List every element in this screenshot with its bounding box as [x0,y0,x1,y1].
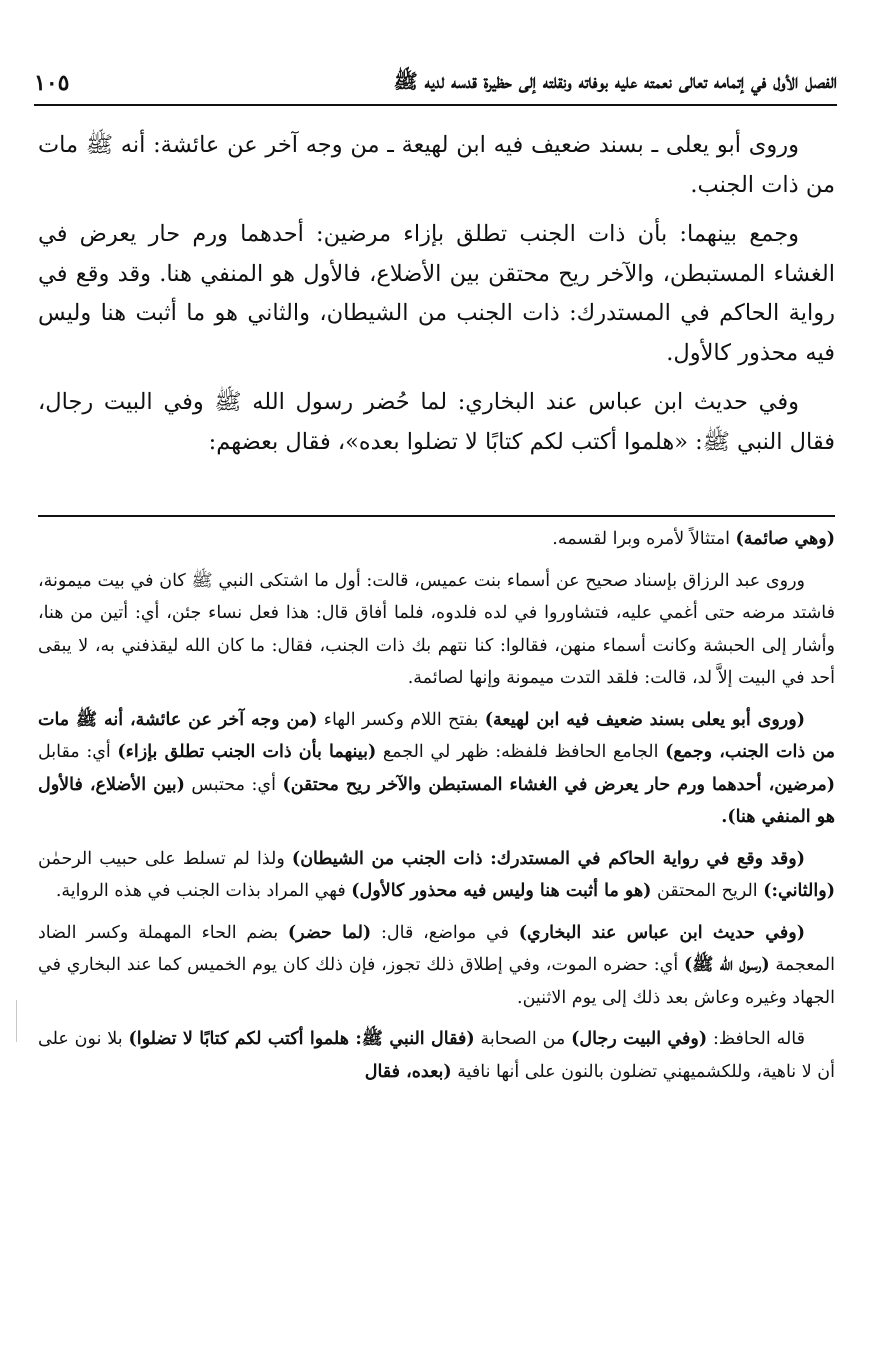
main-paragraph: وفي حديث ابن عباس عند البخاري: لما حُضر رسول الله ﷺ وفي البيت رجال، فقال النبي ﷺ: «هلموا أكتب لكم كتابًا لا تضلوا بعده»، فقال بعضهم: [38,389,835,455]
quoted-text: (هو ما أثبت هنا وليس فيه محذور كالأول) [351,881,652,901]
commentary-text: ولذا لم تسلط على حبيب الرحمٰن [38,848,292,869]
commentary-paragraph [38,523,835,556]
scan-margin-mark [16,1000,17,1042]
quoted-text: (بين الأضلاع، فالأول هو المنفي هنا). [38,774,835,827]
quoted-text: (وفي حديث ابن عباس عند البخاري) [518,922,805,943]
page-header [34,62,837,106]
commentary-text: فهي المراد بذات الجنب في هذه الرواية. [55,881,352,901]
commentary-text: الجامع الحافظ فلفظه: ظهر لي الجمع [376,742,666,762]
commentary-text: أي: مقابل [38,742,118,762]
quoted-text: (بعده، فقال [364,1061,452,1082]
main-text [38,126,835,472]
quoted-text: (وروى أبو يعلى بسند ضعيف فيه ابن لهيعة) [484,709,805,730]
quoted-text: (رسول الله ﷺ) [684,955,770,975]
commentary-paragraph [38,704,835,834]
quoted-text: (وفي البيت رجال) [571,1029,708,1049]
commentary-text: وروى عبد الرزاق بإسناد صحيح عن أسماء بنت عميس، قالت: أول ما اشتكى النبي ﷺ كان في بيت ميمونة، فاشتد مرضه حتى أغمي عليه، فتشاوروا في لده فلدوه، فلما أفاق قال: هذا فعل نساء جئن، أي: أتين من هنا، وأشار إلى الحبشة وكانت أسماء منهن، فقالوا: كنا نتهم بك ذات الجنب، فقال: ما كان الله ليقذفني به، لا يبقى أحد في البيت إلاَّ لد، قالت: فلقد التدت ميمونة وإنها لصائمة. [38,570,835,688]
commentary-paragraph [38,843,835,908]
commentary-text: بضم الحاء المهملة وكسر الضاد المعجمة [38,922,835,975]
commentary-text: أي: محتبس [184,774,283,795]
footnote-divider [38,515,835,517]
commentary-paragraph [38,917,835,1015]
page-number: ١٠٥ [34,70,70,96]
commentary-text: بفتح اللام وكسر الهاء [317,709,485,730]
quoted-text: (بينهما بأن ذات الجنب تطلق بإزاء) [117,742,377,762]
commentary-text: بلا نون على أن لا ناهية، وللكشميهني تضلون بالنون على أنها نافية [38,1029,835,1082]
commentary-paragraph [38,565,835,695]
commentary-text: امتثالاً لأمره وبرا لقسمه. [552,529,736,549]
quoted-text: (مرضين، أحدهما ورم حار يعرض في الغشاء المستبطن والآخر ريح محتقن) [282,774,835,795]
commentary-text: الريح المحتقن [651,881,764,901]
quoted-text: (وهي صائمة) [735,529,835,549]
quoted-text: (وقد وقع في رواية الحاكم في المستدرك: ذات الجنب من الشيطان) [291,848,805,869]
quoted-text: (فقال النبي ﷺ: هلموا أكتب لكم كتابًا لا تضلوا) [128,1029,475,1049]
commentary-text: أي: حضره الموت، وفي إطلاق ذلك تجوز، فإن ذلك كان يوم الخميس كما عند البخاري في الجهاد وغيره وعاش بعد ذلك إلى يوم الاثنين. [38,955,835,1008]
main-paragraph: وروى أبو يعلى ـ بسند ضعيف فيه ابن لهيعة ـ من وجه آخر عن عائشة: أنه ﷺ مات من ذات الجنب. [38,132,835,198]
commentary-paragraph [38,1023,835,1088]
quoted-text: (من وجه آخر عن عائشة، أنه ﷺ مات من ذات الجنب، وجمع) [38,709,836,762]
chapter-title: الفصل الأول في إتمامه تعالى نعمته عليه بوفاته ونقلته إلى حظيرة قدسه لديه ﷺ [393,68,837,93]
main-paragraph: وجمع بينهما: بأن ذات الجنب تطلق بإزاء مرضين: أحدهما ورم حار يعرض في الغشاء المستبطن، والآخر ريح محتقن بين الأضلاع، فالأول هو المنفي هنا. وقد وقع في رواية الحاكم في المستدرك: ذات الجنب من الشيطان، والثاني هو ما أثبت هنا وليس فيه محذور كالأول. [38,221,835,366]
commentary-text: في مواضع، قال: [371,922,519,943]
commentary-section [38,523,835,1097]
quoted-text: (لما حضر) [287,922,372,943]
commentary-text: قاله الحافظ: [707,1029,806,1049]
quoted-text: (والثاني:) [763,881,835,901]
commentary-text: من الصحابة [474,1029,572,1049]
